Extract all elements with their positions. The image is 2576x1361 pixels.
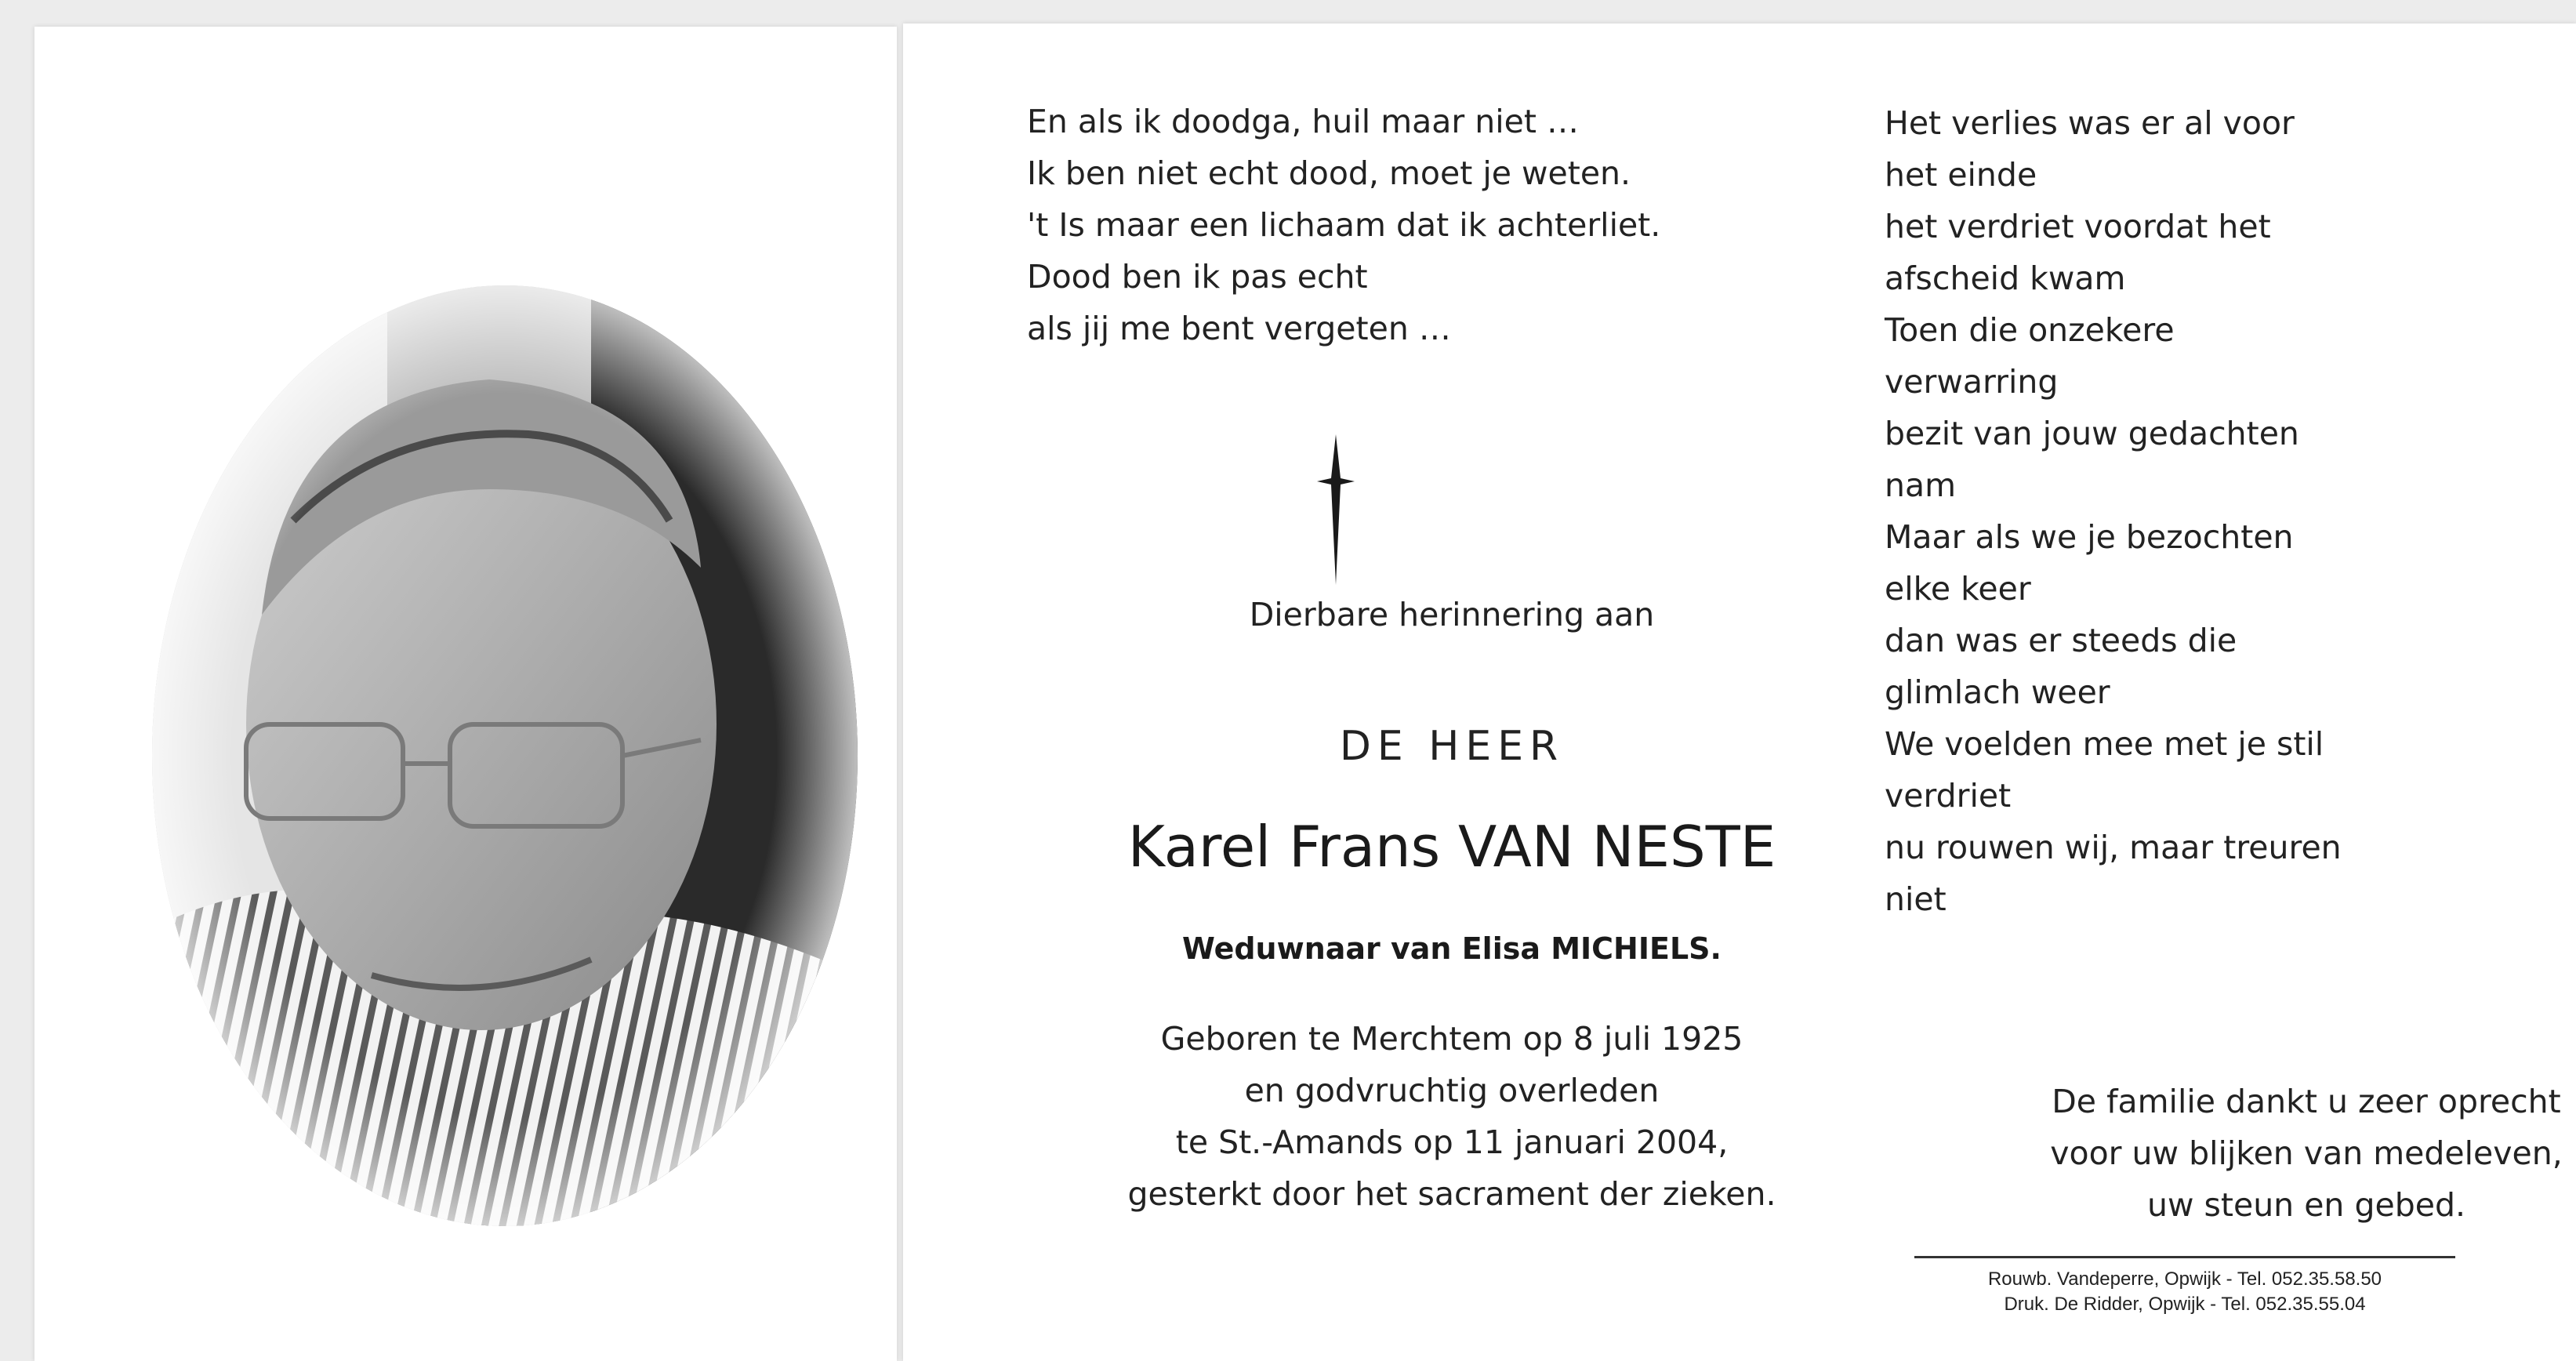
poem-line: Ik ben niet echt dood, moet je weten. [1027,154,1631,192]
poem-line: bezit van jouw gedachten [1885,415,2299,452]
poem-line: nam [1885,466,1957,504]
poem-line: Toen die onzekere [1885,311,2175,349]
detail-line: te St.-Amands op 11 januari 2004, [1175,1123,1729,1161]
life-details [1029,1013,1875,1220]
poem-line: niet [1885,880,1947,918]
honorific-title: DE HEER [1339,723,1565,770]
poem-line: nu rouwen wij, maar treuren [1885,829,2342,866]
poem-line: elke keer [1885,570,2031,608]
portrait-image [152,285,858,1226]
poem-line: het verdriet voordat het [1885,208,2271,245]
intro-text: Dierbare herinnering aan [1249,596,1655,633]
right-card [903,24,2576,1361]
poem-line: het einde [1885,156,2037,194]
printer-credits [1914,1267,2455,1317]
thanks-line: voor uw blijken van medeleven, [2050,1134,2563,1172]
deceased-name: Karel Frans VAN NESTE [1127,814,1776,880]
poem-line: Het verlies was er al voor [1885,104,2295,142]
detail-line: gesterkt door het sacrament der zieken. [1127,1175,1776,1213]
thanks-line: uw steun en gebed. [2146,1186,2466,1224]
divider [1914,1256,2455,1258]
spouse-line: Weduwnaar van Elisa MICHIELS. [1182,931,1722,966]
poem-line: glimlach weer [1885,673,2110,711]
poem-left [1027,96,1701,354]
family-thanks [1907,1076,2576,1231]
portrait-photo [152,285,858,1226]
poem-line: Dood ben ik pas echt [1027,258,1368,296]
poem-right [1885,97,2371,925]
thanks-line: De familie dankt u zeer oprecht [2052,1083,2561,1120]
poem-line: dan was er steeds die [1885,622,2237,659]
latin-cross-icon [1304,431,1367,588]
poem-line: als jij me bent vergeten … [1027,310,1451,347]
detail-line: Geboren te Merchtem op 8 juli 1925 [1160,1020,1743,1058]
poem-line: We voelden mee met je stil [1885,725,2324,763]
credit-line: Rouwb. Vandeperre, Opwijk - Tel. 052.35.58.50 [1987,1268,2382,1290]
poem-line: afscheid kwam [1885,259,2126,297]
detail-line: en godvruchtig overleden [1244,1072,1660,1109]
poem-line: 't Is maar een lichaam dat ik achterliet. [1027,206,1661,244]
poem-line: verwarring [1885,363,2059,401]
poem-line: verdriet [1885,777,2012,815]
left-card [34,27,897,1361]
credit-line: Druk. De Ridder, Opwijk - Tel. 052.35.55.04 [2004,1294,2366,1315]
poem-line: Maar als we je bezochten [1885,518,2294,556]
poem-line: En als ik doodga, huil maar niet … [1027,103,1580,140]
